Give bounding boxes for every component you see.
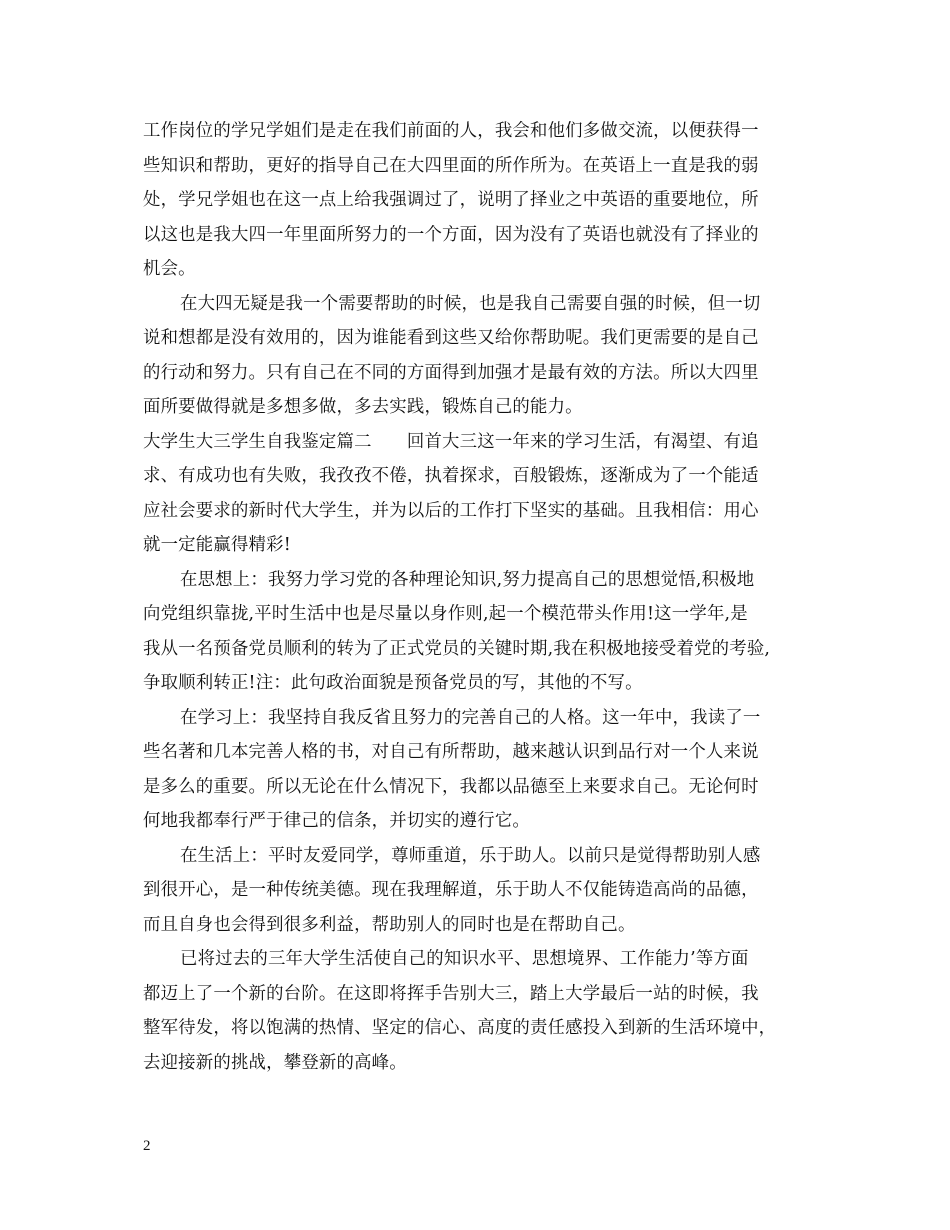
text-line: 说和想都是没有效用的，因为谁能看到这些又给你帮助呢。我们更需要的是自己 (143, 328, 759, 348)
text-line: 已将过去的三年大学生活使自己的知识水平、思想境界、工作能力’等方面 (180, 949, 749, 969)
text-line: 到很开心，是一种传统美德。现在我理解道，乐于助人不仅能铸造高尚的品德， (143, 880, 759, 900)
text-line: 工作岗位的学兄学姐们是走在我们前面的人，我会和他们多做交流，以便获得一 (143, 121, 759, 141)
text-line: 处，学兄学姐也在这一点上给我强调过了，说明了择业之中英语的重要地位，所 (143, 190, 759, 210)
text-line: 在大四无疑是我一个需要帮助的时候，也是我自己需要自强的时候，但一切 (180, 293, 761, 314)
text-line: 在学习上：我坚持自我反省且努力的完善自己的人格。这一年中，我读了一 (180, 707, 761, 728)
text-line: 的行动和努力。只有自己在不同的方面得到加强才是最有效的方法。所以大四里 (143, 362, 759, 383)
text-line: 面所要做得就是多想多做，多去实践，锻炼自己的能力。 (143, 397, 583, 417)
text-line: 些名著和几本完善人格的书，对自己有所帮助，越来越认识到品行对一个人来说 (143, 742, 759, 762)
text-line: 都迈上了一个新的台阶。在这即将挥手告别大三，踏上大学最后一站的时候，我 (143, 983, 759, 1004)
text-line: 去迎接新的挑战，攀登新的高峰。 (143, 1052, 407, 1073)
page-number: 2 (143, 1138, 151, 1154)
text-line: 些知识和帮助，更好的指导自己在大四里面的所作所为。在英语上一直是我的弱 (143, 155, 759, 176)
text-line: 求、有成功也有失败，我孜孜不倦，执着探求，百般锻炼，逐渐成为了一个能适 (143, 466, 759, 486)
text-line: 何地我都奉行严于律己的信条，并切实的遵行它。 (143, 811, 530, 831)
text-line: 就一定能赢得精彩! (143, 535, 291, 555)
text-line: 整军待发，将以饱满的热情、坚定的信心、高度的责任感投入到新的生活环境中， (143, 1018, 777, 1038)
text-line: 而且自身也会得到很多利益，帮助别人的同时也是在帮助自己。 (143, 914, 636, 935)
text-line: 在生活上：平时友爱同学，尊师重道，乐于助人。以前只是觉得帮助别人感 (180, 845, 761, 866)
text-line: 我从一名预备党员顺利的转为了正式党员的关键时期,我在积极地接受着党的考验, (143, 638, 771, 659)
text-line: 是多么的重要。所以无论在什么情况下，我都以品德至上来要求自己。无论何时 (143, 776, 759, 797)
text-line: 在思想上：我努力学习党的各种理论知识,努力提高自己的思想觉悟,积极地 (180, 569, 755, 590)
section-heading-line: 大学生大三学生自我鉴定篇二 回首大三这一年来的学习生活，有渴望、有追 (143, 431, 759, 452)
text-line: 向党组织靠拢,平时生活中也是尽量以身作则,起一个模范带头作用!这一学年,是 (143, 604, 748, 624)
text-line: 争取顺利转正!注：此句政治面貌是预备党员的写，其他的不写。 (143, 673, 643, 693)
text-line: 机会。 (143, 259, 196, 279)
text-line: 以这也是我大四一年里面所努力的一个方面，因为没有了英语也就没有了择业的 (143, 224, 759, 245)
body-text (143, 114, 823, 1080)
text-line: 应社会要求的新时代大学生，并为以后的工作打下坚实的基础。且我相信：用心 (143, 500, 759, 521)
